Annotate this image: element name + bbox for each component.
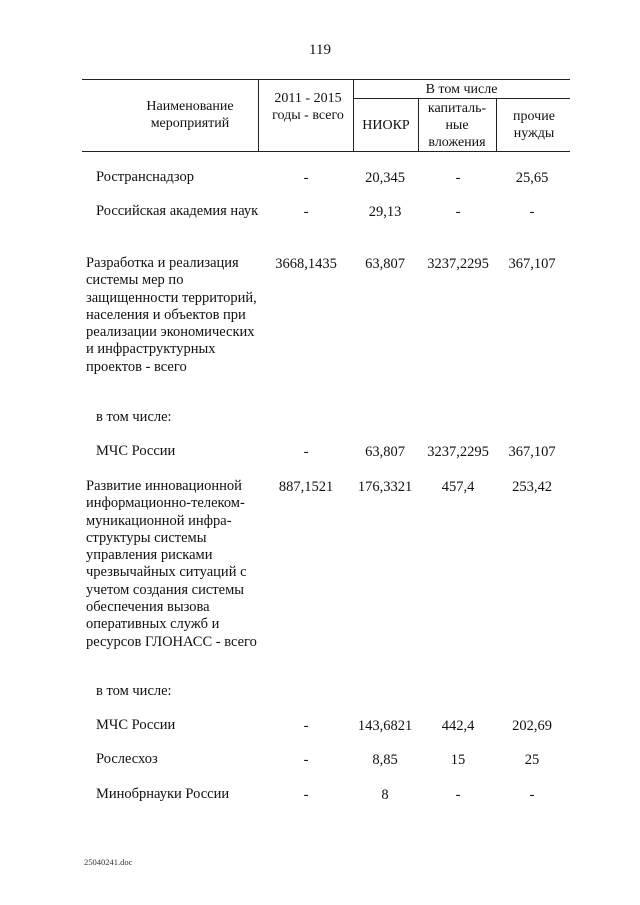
header-including: В том числе (425, 82, 498, 97)
row-name (96, 203, 266, 220)
header-other: прочие нужды (513, 109, 555, 141)
row-name-text: Разработка и реализация системы мер по защищенности территорий, населения и объектов при реализации экономических и инфраструктурных проектов - всего (86, 255, 257, 375)
row-name (86, 478, 260, 651)
row-other: - (529, 787, 535, 803)
row-other: 253,42 (512, 479, 552, 495)
row-capital: 3237,2295 (427, 444, 489, 460)
row-name: МЧС России (96, 717, 176, 733)
row-total: - (303, 170, 309, 186)
row-name: Минобрнауки России (96, 786, 230, 802)
row-name: Ространснадзор (96, 169, 195, 185)
row-name-text: Развитие инновационной информационно-телеком- муникационной инфра- структуры системы управления рисками чрезвычайных ситуаций с учетом создания системы обеспечения вызова оперативных служб и ресурсов ГЛОНАСС - всего (86, 478, 257, 650)
row-name-text: Российская академия наук (96, 203, 259, 219)
header-capital: капиталь- ные вложения (427, 101, 487, 150)
row-other: 367,107 (508, 444, 556, 460)
row-niokr: 63,807 (365, 444, 405, 460)
row-subheading: в том числе: (96, 409, 172, 425)
header-name: Наименование мероприятий (146, 99, 234, 131)
row-niokr: 143,6821 (357, 718, 413, 734)
row-niokr: 20,345 (365, 170, 405, 186)
row-capital: - (455, 204, 461, 220)
row-name: Рослесхоз (96, 751, 158, 767)
page-number: 119 (309, 42, 331, 58)
header-niokr: НИОКР (362, 118, 410, 133)
row-capital: 15 (450, 752, 466, 768)
row-total: 887,1521 (278, 479, 334, 495)
row-total: - (303, 444, 309, 460)
row-capital: 457,4 (441, 479, 475, 495)
row-niokr: 29,13 (368, 204, 402, 220)
row-name (86, 255, 260, 376)
header-divider-4 (496, 98, 497, 151)
header-bottom-rule (82, 151, 570, 152)
row-niokr: 8 (381, 787, 389, 803)
row-capital: - (455, 787, 461, 803)
row-niokr: 63,807 (365, 256, 405, 272)
header-top-rule (82, 79, 570, 80)
row-other: - (529, 204, 535, 220)
row-total: - (303, 752, 309, 768)
row-other: 25 (524, 752, 540, 768)
header-total: 2011 - 2015 годы - всего (272, 91, 344, 123)
row-other: 367,107 (508, 256, 556, 272)
row-name: МЧС России (96, 443, 176, 459)
row-other: 202,69 (512, 718, 552, 734)
header-divider-3 (418, 98, 419, 151)
row-capital: - (455, 170, 461, 186)
row-capital: 3237,2295 (427, 256, 489, 272)
row-niokr: 176,3321 (357, 479, 413, 495)
row-total: - (303, 787, 309, 803)
row-subheading: в том числе: (96, 683, 172, 699)
row-niokr: 8,85 (372, 752, 398, 768)
row-other: 25,65 (515, 170, 549, 186)
header-sub-rule (353, 98, 570, 99)
document-filename: 25040241.doc (84, 857, 133, 867)
row-total: 3668,1435 (275, 256, 337, 272)
row-total: - (303, 204, 309, 220)
row-capital: 442,4 (441, 718, 475, 734)
row-total: - (303, 718, 309, 734)
